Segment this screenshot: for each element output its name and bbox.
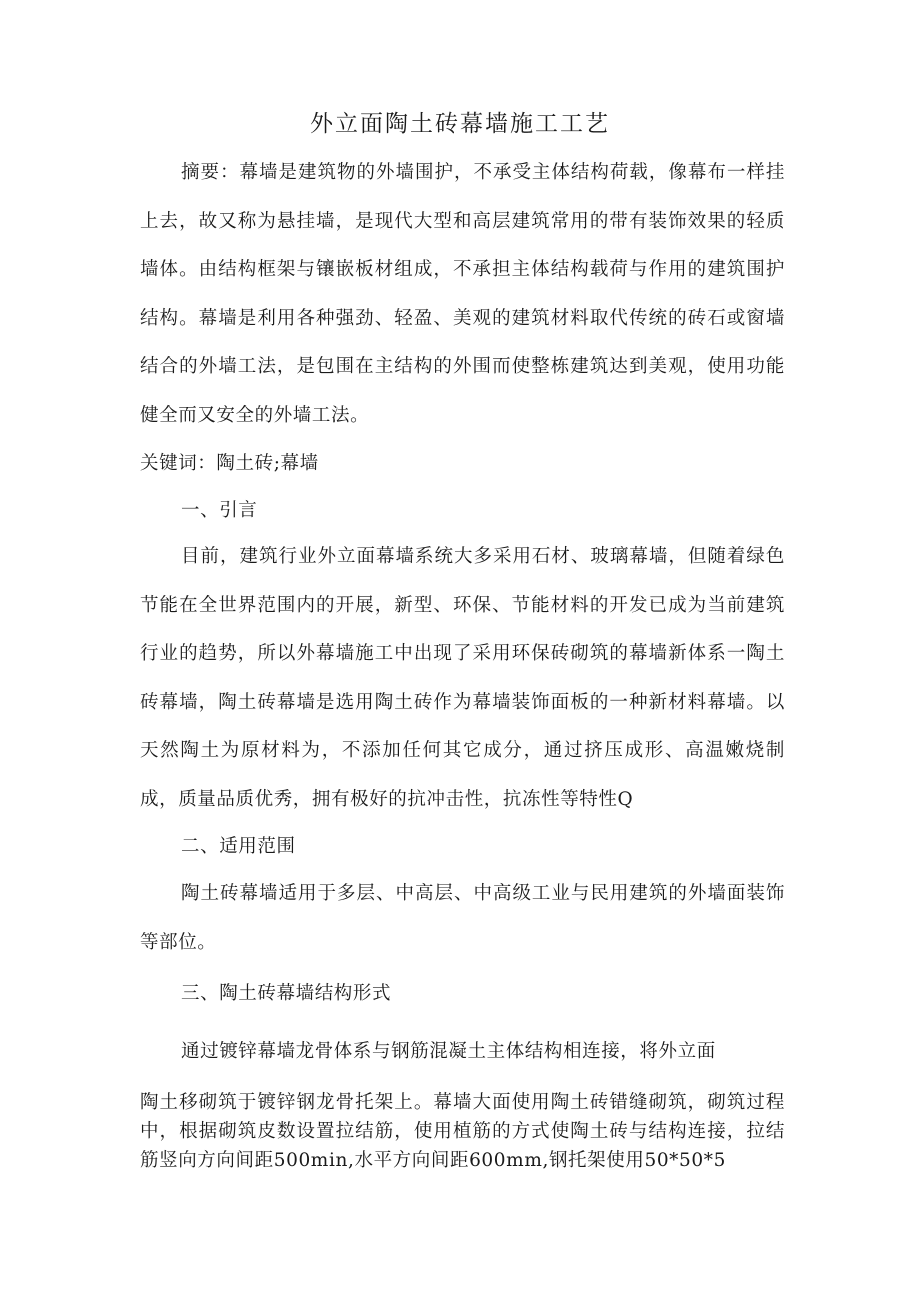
section3-heading: 三、陶土砖幕墙结构形式 bbox=[181, 983, 392, 1004]
document-title: 外立面陶土砖幕墙施工工艺 bbox=[310, 111, 610, 137]
keywords-line: 关键词：陶土砖;幕墙 bbox=[140, 453, 319, 474]
section3-first-line: 通过镀锌幕墙龙骨体系与钢筋混凝土主体结构相连接，将外立面 bbox=[181, 1041, 716, 1062]
section1-heading: 一、引言 bbox=[181, 500, 258, 521]
section2-paragraph: 陶土砖幕墙适用于多层、中高层、中高级工业与民用建筑的外墙面装饰等部位。 bbox=[140, 883, 785, 953]
section2-heading: 二、适用范围 bbox=[181, 836, 296, 857]
section3-paragraph: 陶土移砌筑于镀锌钢龙骨托架上。幕墙大面使用陶土砖错缝砌筑，砌筑过程中，根据砌筑皮数设置拉结筋，使用植筋的方式使陶土砖与结构连接，拉结筋竖向方向间距500min,水平方向间距600mm,钢托架使用50*50*5 bbox=[140, 1092, 785, 1171]
abstract-paragraph: 摘要：幕墙是建筑物的外墙围护，不承受主体结构荷载，像幕布一样挂上去，故又称为悬挂墙，是现代大型和高层建筑常用的带有装饰效果的轻质墙体。由结构框架与镶嵌板材组成，不承担主体结构载荷与作用的建筑围护结构。幕墙是利用各种强劲、轻盈、美观的建筑材料取代传统的砖石或窗墙结合的外墙工法，是包围在主结构的外围而使整栋建筑达到美观，使用功能健全而又安全的外墙工法。 bbox=[140, 162, 785, 426]
section1-paragraph: 目前，建筑行业外立面幕墙系统大多采用石材、玻璃幕墙，但随着绿色节能在全世界范围内的开展，新型、环保、节能材料的开发已成为当前建筑行业的趋势，所以外幕墙施工中出现了采用环保砖砌筑的幕墙新体系一陶土砖幕墙，陶土砖幕墙是选用陶土砖作为幕墙装饰面板的一种新材料幕墙。以天然陶土为原材料为，不添加任何其它成分，通过挤压成形、高温嫩烧制成，质量品质优秀，拥有极好的抗冲击性，抗冻性等特性Q bbox=[140, 546, 785, 810]
